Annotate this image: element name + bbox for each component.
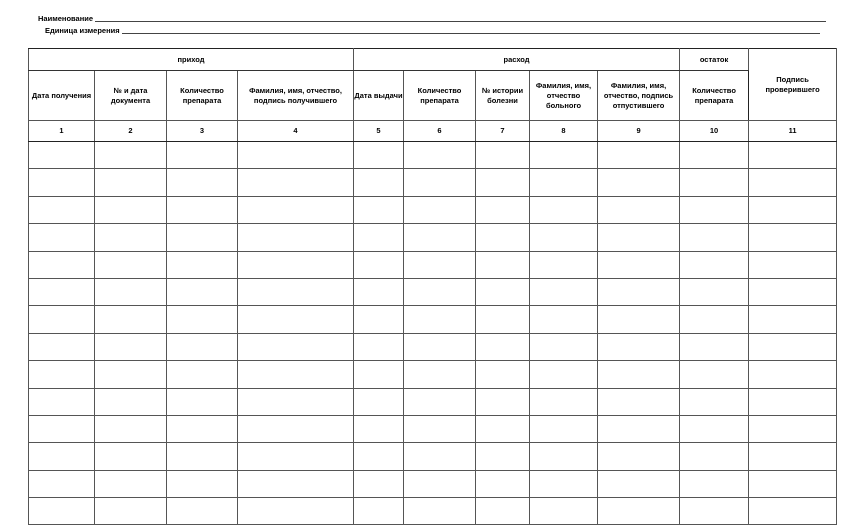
column-header-7: № истории болезни (476, 71, 530, 121)
table-row (29, 196, 837, 223)
table-cell[interactable] (238, 196, 354, 223)
table-cell[interactable] (95, 498, 167, 525)
table-cell[interactable] (749, 169, 837, 196)
table-row (29, 169, 837, 196)
table-cell[interactable] (95, 278, 167, 305)
column-header-1: Дата получения (29, 71, 95, 121)
table-cell[interactable] (238, 415, 354, 442)
table-cell[interactable] (29, 306, 95, 333)
table-cell[interactable] (530, 224, 598, 251)
table-cell[interactable] (530, 388, 598, 415)
table-cell[interactable] (95, 388, 167, 415)
column-header-3: Количество препарата (167, 71, 238, 121)
table-cell[interactable] (167, 224, 238, 251)
table-cell[interactable] (29, 142, 95, 169)
table-cell[interactable] (354, 361, 404, 388)
table-cell[interactable] (238, 278, 354, 305)
table-cell[interactable] (167, 306, 238, 333)
table-cell[interactable] (476, 498, 530, 525)
table-cell[interactable] (680, 443, 749, 470)
table-cell[interactable] (749, 142, 837, 169)
column-header-6: Количество препарата (404, 71, 476, 121)
table-cell[interactable] (598, 224, 680, 251)
column-header-5: Дата выдачи (354, 71, 404, 121)
column-number-2: 2 (95, 121, 167, 142)
table-cell[interactable] (29, 251, 95, 278)
table-cell[interactable] (530, 142, 598, 169)
table-cell[interactable] (167, 169, 238, 196)
column-number-1: 1 (29, 121, 95, 142)
table-cell[interactable] (404, 498, 476, 525)
unit-field-input-line[interactable] (122, 27, 820, 34)
table-cell[interactable] (680, 306, 749, 333)
name-field-line (38, 14, 826, 23)
column-number-4: 4 (238, 121, 354, 142)
column-number-11: 11 (749, 121, 837, 142)
table-row (29, 251, 837, 278)
table-cell[interactable] (598, 278, 680, 305)
table-row (29, 361, 837, 388)
table-cell[interactable] (404, 415, 476, 442)
table-cell[interactable] (530, 251, 598, 278)
table-cell[interactable] (680, 224, 749, 251)
table-cell[interactable] (680, 361, 749, 388)
table-cell[interactable] (29, 333, 95, 360)
table-cell[interactable] (404, 224, 476, 251)
table-cell[interactable] (404, 333, 476, 360)
table-row (29, 498, 837, 525)
table-cell[interactable] (95, 251, 167, 278)
table-cell[interactable] (95, 333, 167, 360)
unit-field-label: Единица измерения (45, 26, 120, 35)
table-cell[interactable] (354, 333, 404, 360)
journal-body (29, 142, 837, 525)
table-cell[interactable] (749, 251, 837, 278)
table-cell[interactable] (598, 142, 680, 169)
group-balance: остаток (680, 49, 749, 71)
table-cell[interactable] (29, 443, 95, 470)
table-cell[interactable] (167, 251, 238, 278)
table-cell[interactable] (167, 278, 238, 305)
table-cell[interactable] (238, 443, 354, 470)
table-cell[interactable] (598, 196, 680, 223)
table-cell[interactable] (238, 251, 354, 278)
table-cell[interactable] (354, 196, 404, 223)
table-cell[interactable] (749, 415, 837, 442)
table-cell[interactable] (404, 388, 476, 415)
column-number-10: 10 (680, 121, 749, 142)
table-cell[interactable] (29, 415, 95, 442)
table-row (29, 333, 837, 360)
table-cell[interactable] (167, 443, 238, 470)
table-cell[interactable] (598, 333, 680, 360)
table-cell[interactable] (95, 169, 167, 196)
table-cell[interactable] (530, 169, 598, 196)
table-cell[interactable] (530, 498, 598, 525)
table-cell[interactable] (476, 142, 530, 169)
table-cell[interactable] (29, 361, 95, 388)
column-number-8: 8 (530, 121, 598, 142)
column-header-4: Фамилия, имя, отчество, подпись получившего (238, 71, 354, 121)
table-cell[interactable] (354, 443, 404, 470)
table-cell[interactable] (476, 196, 530, 223)
table-cell[interactable] (95, 470, 167, 497)
table-cell[interactable] (238, 169, 354, 196)
table-cell[interactable] (238, 142, 354, 169)
table-cell[interactable] (238, 388, 354, 415)
table-row (29, 443, 837, 470)
table-cell[interactable] (680, 388, 749, 415)
table-cell[interactable] (404, 251, 476, 278)
table-cell[interactable] (680, 333, 749, 360)
table-cell[interactable] (167, 142, 238, 169)
table-cell[interactable] (167, 498, 238, 525)
journal-table (28, 48, 837, 525)
table-cell[interactable] (749, 361, 837, 388)
table-cell[interactable] (598, 470, 680, 497)
table-cell[interactable] (29, 196, 95, 223)
table-cell[interactable] (476, 278, 530, 305)
table-cell[interactable] (238, 224, 354, 251)
table-cell[interactable] (95, 361, 167, 388)
table-cell[interactable] (167, 388, 238, 415)
table-cell[interactable] (29, 169, 95, 196)
table-cell[interactable] (598, 498, 680, 525)
table-cell[interactable] (354, 251, 404, 278)
column-number-5: 5 (354, 121, 404, 142)
table-cell[interactable] (476, 169, 530, 196)
table-cell[interactable] (530, 333, 598, 360)
table-cell[interactable] (680, 142, 749, 169)
table-cell[interactable] (680, 278, 749, 305)
table-cell[interactable] (95, 224, 167, 251)
table-cell[interactable] (749, 498, 837, 525)
table-row (29, 415, 837, 442)
table-cell[interactable] (749, 196, 837, 223)
column-number-6: 6 (404, 121, 476, 142)
table-cell[interactable] (530, 443, 598, 470)
table-cell[interactable] (404, 169, 476, 196)
table-cell[interactable] (476, 224, 530, 251)
table-cell[interactable] (680, 498, 749, 525)
table-cell[interactable] (354, 224, 404, 251)
column-header-11: Подпись проверившего (749, 49, 837, 121)
table-cell[interactable] (530, 196, 598, 223)
table-cell[interactable] (95, 142, 167, 169)
table-cell[interactable] (598, 361, 680, 388)
table-cell[interactable] (530, 278, 598, 305)
column-header-2: № и дата документа (95, 71, 167, 121)
table-cell[interactable] (404, 470, 476, 497)
table-cell[interactable] (476, 251, 530, 278)
table-cell[interactable] (29, 224, 95, 251)
table-cell[interactable] (167, 196, 238, 223)
table-row (29, 142, 837, 169)
table-cell[interactable] (476, 415, 530, 442)
table-cell[interactable] (167, 415, 238, 442)
unit-field-line (45, 26, 820, 35)
table-cell[interactable] (598, 306, 680, 333)
table-cell[interactable] (29, 498, 95, 525)
table-cell[interactable] (354, 142, 404, 169)
table-cell[interactable] (530, 361, 598, 388)
table-cell[interactable] (404, 361, 476, 388)
table-cell[interactable] (680, 251, 749, 278)
table-cell[interactable] (95, 443, 167, 470)
table-cell[interactable] (598, 251, 680, 278)
column-header-8: Фамилия, имя, отчество больного (530, 71, 598, 121)
table-cell[interactable] (238, 470, 354, 497)
table-cell[interactable] (404, 142, 476, 169)
table-cell[interactable] (680, 415, 749, 442)
column-number-9: 9 (598, 121, 680, 142)
name-field-input-line[interactable] (95, 15, 826, 22)
table-cell[interactable] (354, 278, 404, 305)
table-cell[interactable] (680, 470, 749, 497)
table-cell[interactable] (749, 443, 837, 470)
table-row (29, 278, 837, 305)
column-header-10: Количество препарата (680, 71, 749, 121)
column-number-3: 3 (167, 121, 238, 142)
table-cell[interactable] (238, 498, 354, 525)
table-cell[interactable] (749, 224, 837, 251)
table-cell[interactable] (404, 278, 476, 305)
table-cell[interactable] (29, 388, 95, 415)
table-cell[interactable] (598, 169, 680, 196)
table-cell[interactable] (749, 333, 837, 360)
table-cell[interactable] (530, 415, 598, 442)
group-outgoing: расход (354, 49, 680, 71)
table-cell[interactable] (598, 443, 680, 470)
table-cell[interactable] (476, 333, 530, 360)
table-cell[interactable] (354, 388, 404, 415)
table-cell[interactable] (354, 415, 404, 442)
table-cell[interactable] (598, 388, 680, 415)
table-cell[interactable] (95, 415, 167, 442)
table-cell[interactable] (749, 388, 837, 415)
table-cell[interactable] (354, 169, 404, 196)
table-cell[interactable] (680, 169, 749, 196)
table-cell[interactable] (749, 278, 837, 305)
table-cell[interactable] (354, 498, 404, 525)
table-cell[interactable] (530, 470, 598, 497)
table-cell[interactable] (476, 443, 530, 470)
column-number-7: 7 (476, 121, 530, 142)
table-cell[interactable] (167, 333, 238, 360)
table-cell[interactable] (29, 470, 95, 497)
table-row (29, 224, 837, 251)
table-cell[interactable] (680, 196, 749, 223)
table-cell[interactable] (476, 470, 530, 497)
table-row (29, 306, 837, 333)
table-cell[interactable] (95, 196, 167, 223)
table-cell[interactable] (749, 470, 837, 497)
table-cell[interactable] (29, 278, 95, 305)
table-cell[interactable] (476, 306, 530, 333)
table-row (29, 470, 837, 497)
table-cell[interactable] (354, 306, 404, 333)
column-header-9: Фамилия, имя, отчество, подпись отпустившего (598, 71, 680, 121)
table-cell[interactable] (404, 196, 476, 223)
name-field-label: Наименование (38, 14, 94, 23)
table-cell[interactable] (404, 443, 476, 470)
table-cell[interactable] (95, 306, 167, 333)
table-row (29, 388, 837, 415)
table-cell[interactable] (238, 333, 354, 360)
table-cell[interactable] (598, 415, 680, 442)
table-cell[interactable] (167, 361, 238, 388)
table-cell[interactable] (476, 388, 530, 415)
table-cell[interactable] (238, 361, 354, 388)
table-cell[interactable] (167, 470, 238, 497)
table-cell[interactable] (476, 361, 530, 388)
table-cell[interactable] (530, 306, 598, 333)
group-incoming: приход (29, 49, 354, 71)
table-cell[interactable] (404, 306, 476, 333)
table-cell[interactable] (749, 306, 837, 333)
table-cell[interactable] (238, 306, 354, 333)
table-cell[interactable] (354, 470, 404, 497)
